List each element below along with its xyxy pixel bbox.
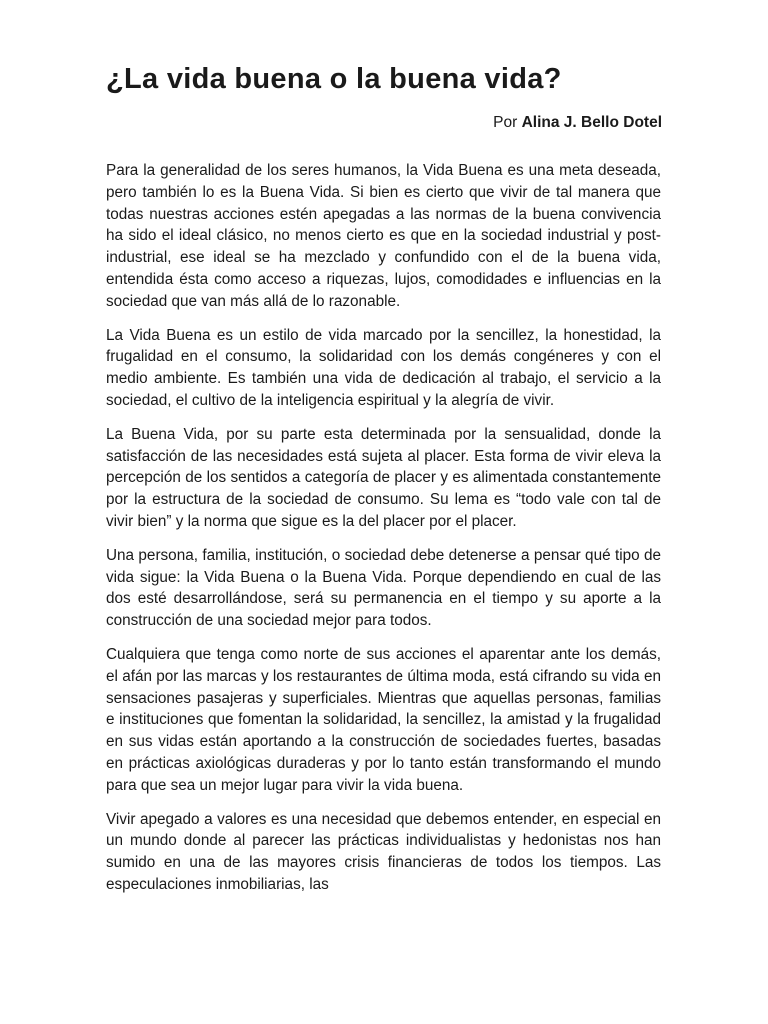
- paragraph-3: La Buena Vida, por su parte esta determinada por la sensualidad, donde la satisfacción de las necesidades está sujeta al placer. Esta forma de vivir eleva la percepción de los sentidos a categoría de placer y es alimentada constantemente por la estructura de la sociedad de consumo. Su lema es “todo vale con tal de vivir bien” y la norma que sigue es la del placer por el placer.: [106, 425, 661, 530]
- author-name: Alina J. Bello Dotel: [521, 114, 662, 131]
- paragraph-1: Para la generalidad de los seres humanos, la Vida Buena es una meta deseada, pero también lo es la Buena Vida. Si bien es cierto que vivir de tal manera que todas nuestras acciones estén apegadas a las normas de la buena convivencia ha sido el ideal clásico, no menos cierto es que en la sociedad industrial y post-industrial, ese ideal se ha mezclado y confundido con el de la buena vida, entendida ésta como acceso a riquezas, lujos, comodidades e influencias en la sociedad que van más allá de lo razonable.: [106, 162, 661, 310]
- byline-prefix: Por: [493, 114, 518, 131]
- document-body: [106, 160, 661, 1000]
- paragraph-2: La Vida Buena es un estilo de vida marcado por la sencillez, la honestidad, la frugalidad en el consumo, la solidaridad con los demás congéneres y con el medio ambiente. Es también una vida de dedicación al trabajo, el servicio a la sociedad, el cultivo de la inteligencia espiritual y la alegría de vivir.: [106, 326, 661, 409]
- paragraph-6: Vivir apegado a valores es una necesidad que debemos entender, en especial en un mundo donde al parecer las prácticas individualistas y hedonistas nos han sumido en una de las mayores crisis financieras de todos los tiempos. Las especulaciones inmobiliarias, las: [106, 810, 661, 893]
- paragraph-4: Una persona, familia, institución, o sociedad debe detenerse a pensar qué tipo de vida sigue: la Vida Buena o la Buena Vida. Porque dependiendo en cual de las dos esté desarrollándose, será su permanencia en el tiempo y su aporte a la construcción de una sociedad mejor para todos.: [106, 546, 661, 630]
- document-title: ¿La vida buena o la buena vida?: [106, 63, 562, 95]
- byline: [493, 112, 662, 134]
- paragraph-5: Cualquiera que tenga como norte de sus acciones el aparentar ante los demás, el afán por las marcas y los restaurantes de última moda, está cifrando su vida en sensaciones pasajeras y superficiales. Mientras que aquellas personas, familias e instituciones que fomentan la solidaridad, la sencillez, la amistad y la frugalidad en sus vidas están aportando a la construcción de sociedades fuertes, basadas en prácticas axiológicas duraderas y por lo tanto están transformando el mundo para que sea un mejor lugar para vivir la vida buena.: [106, 645, 661, 794]
